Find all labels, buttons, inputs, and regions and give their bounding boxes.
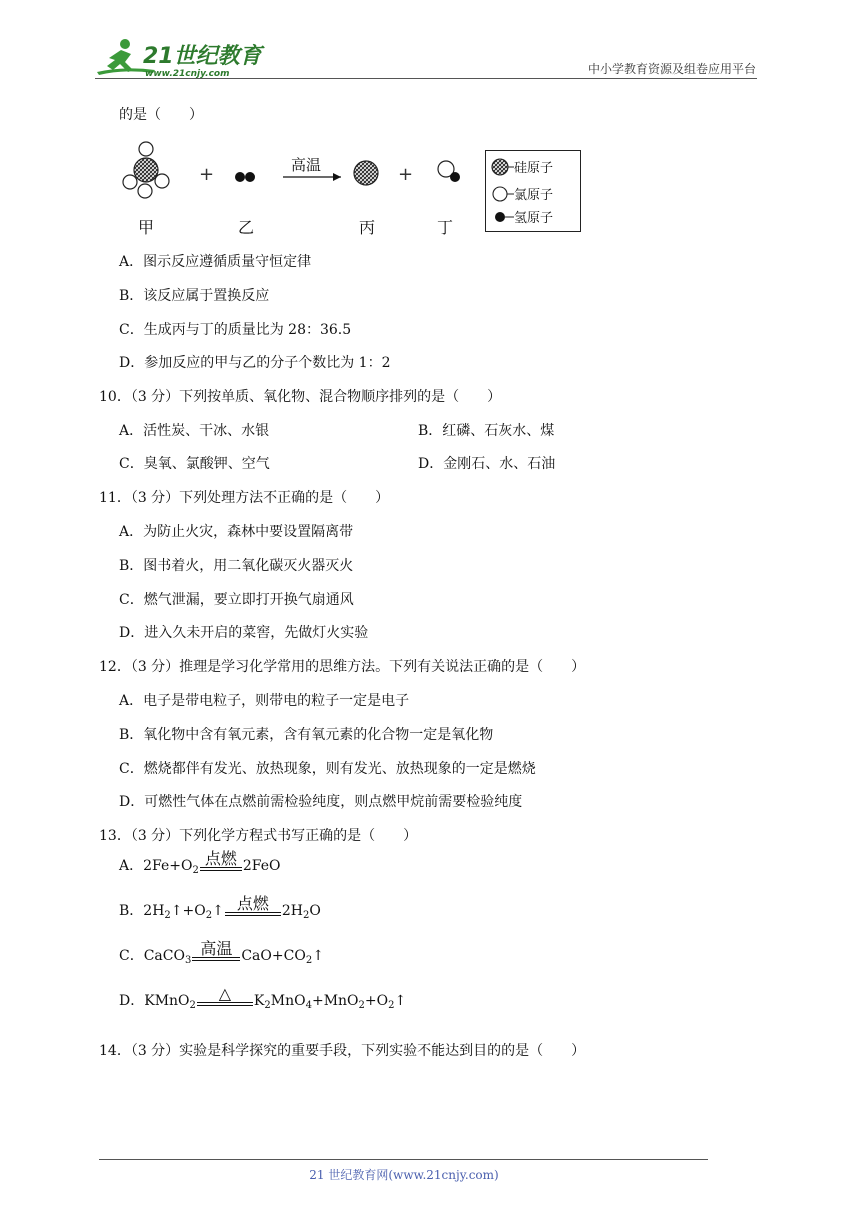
- q9-option-a: A．图示反应遵循质量守恒定律: [119, 254, 312, 270]
- svg-text:丙: 丙: [359, 218, 376, 237]
- molecule-jia: [123, 142, 169, 198]
- svg-text:甲: 甲: [138, 218, 155, 237]
- q11-option-d: D．进入久未开启的菜窖，先做灯火实验: [119, 625, 369, 641]
- header-divider: [95, 78, 757, 79]
- q12-option-b: B．氧化物中含有氧元素，含有氧元素的化合物一定是氧化物: [119, 727, 494, 743]
- q9-option-d: D．参加反应的甲与乙的分子个数比为 1：2: [119, 355, 391, 371]
- q12-option-c: C．燃烧都伴有发光、放热现象，则有发光、放热现象的一定是燃烧: [119, 761, 536, 777]
- q12-option-a: A．电子是带电粒子，则带电的粒子一定是电子: [119, 693, 410, 709]
- q13-option-b: B．$2H_2↑+O_2↑$ 点燃 $2H_2O$: [119, 894, 321, 921]
- svg-text:www.21cnjy.com: www.21cnjy.com: [145, 69, 230, 79]
- q11-option-b: B．图书着火，用二氧化碳灭火器灭火: [119, 558, 354, 574]
- molecule-yi: [235, 172, 255, 182]
- q9-option-b: B．该反应属于置换反应: [119, 288, 270, 304]
- q10-option-d: D．金刚石、水、石油: [418, 456, 556, 472]
- q9-option-c: C．生成丙与丁的质量比为 28：36.5: [119, 322, 352, 338]
- svg-text:21世纪教育: 21世纪教育: [143, 44, 262, 69]
- svg-text:高温: 高温: [291, 156, 322, 174]
- footer-divider: [99, 1159, 708, 1160]
- q11-stem: 11．（3 分）下列处理方法不正确的是（ ）: [99, 490, 390, 506]
- q13-option-a: A．$2Fe+O_2$ 点燃 2FeO: [119, 849, 281, 876]
- svg-text:氯原子: 氯原子: [514, 188, 554, 203]
- q13-option-d: D．KMnO$_2$ △ $K_2MnO_4+MnO_2+O_2↑$: [119, 984, 407, 1011]
- molecule-ding: [438, 161, 460, 182]
- q14-stem: 14．（3 分）实验是科学探究的重要手段，下列实验不能达到目的的是（ ）: [99, 1043, 586, 1059]
- svg-text:氢原子: 氢原子: [514, 211, 554, 226]
- q12-stem: 12．（3 分）推理是学习化学常用的思维方法。下列有关说法正确的是（ ）: [99, 659, 586, 675]
- platform-name: 中小学教育资源及组卷应用平台: [587, 62, 756, 76]
- q10-option-c: C．臭氧、氯酸钾、空气: [119, 456, 270, 472]
- q13-stem: 13．（3 分）下列化学方程式书写正确的是（ ）: [99, 828, 418, 844]
- atom-legend: [485, 150, 581, 232]
- svg-text:+: +: [199, 164, 215, 185]
- molecule-bing: [354, 161, 378, 185]
- q13-option-c: C．CaCO$_3$ 高温 $CaO+CO_2↑$: [119, 939, 324, 966]
- q11-option-a: A．为防止火灾，森林中要设置隔离带: [119, 524, 354, 540]
- q11-option-c: C．燃气泄漏，要立即打开换气扇通风: [119, 592, 354, 608]
- q12-option-d: D．可燃性气体在点燃前需检验纯度，则点燃甲烷前需要检验纯度: [119, 794, 523, 810]
- q10-option-a: A．活性炭、干冰、水银: [119, 423, 270, 439]
- svg-text:丁: 丁: [437, 218, 454, 237]
- q10-option-b: B．红磷、石灰水、煤: [418, 423, 555, 439]
- svg-text:乙: 乙: [238, 218, 255, 237]
- q10-stem: 10．（3 分）下列按单质、氧化物、混合物顺序排列的是（ ）: [99, 389, 502, 405]
- site-logo: [95, 36, 265, 80]
- footer-site-link[interactable]: 21 世纪教育网(www.21cnjy.com): [309, 1168, 499, 1182]
- q9-stem-tail: 的是（ ）: [119, 107, 203, 123]
- svg-text:硅原子: 硅原子: [514, 161, 554, 176]
- svg-text:+: +: [398, 164, 414, 185]
